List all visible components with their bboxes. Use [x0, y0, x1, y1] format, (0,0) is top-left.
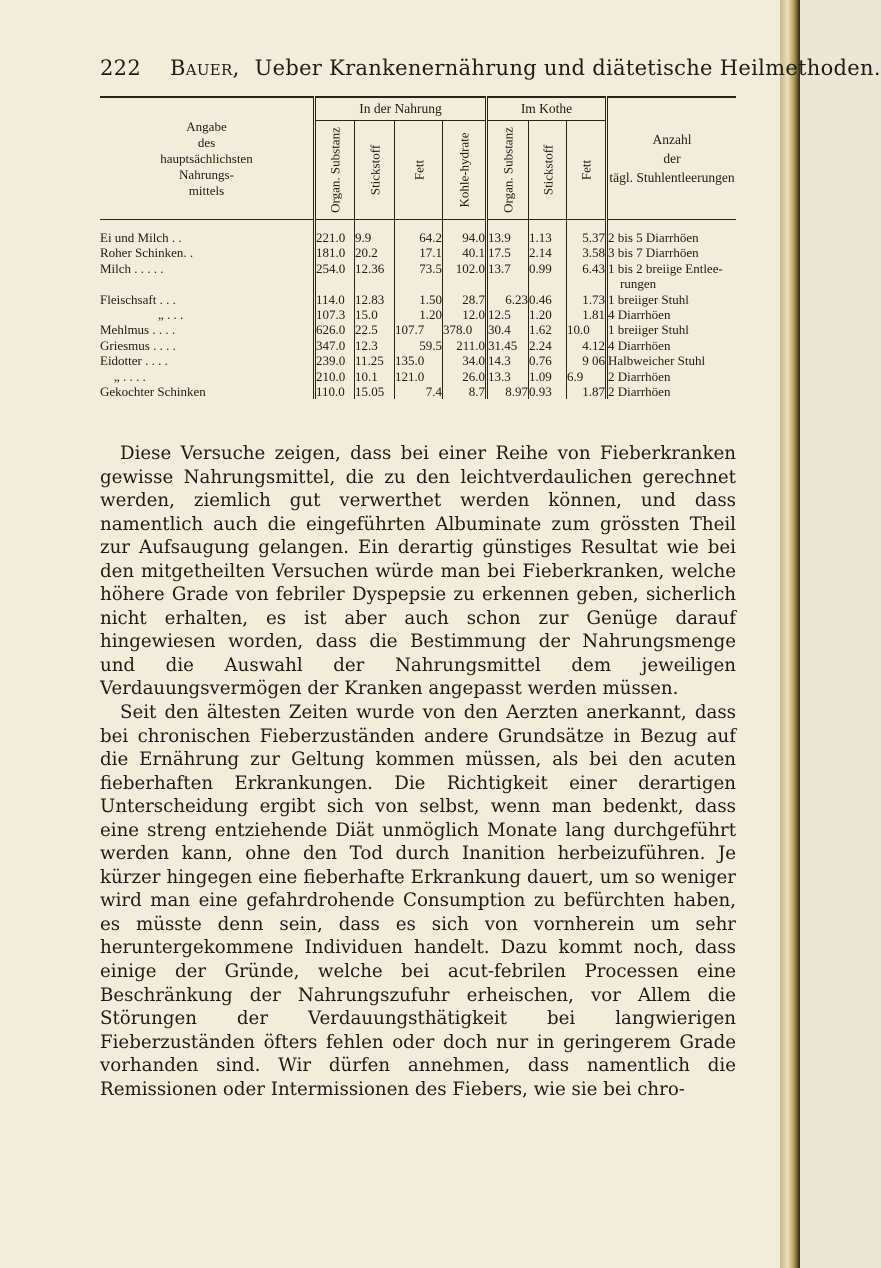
- page-edge: [780, 0, 800, 1268]
- subcol-organ-substanz: Organ. Substanz: [315, 121, 355, 220]
- subcol-fett: Fett: [395, 121, 443, 220]
- group-header-nahrung: In der Nahrung: [315, 97, 487, 121]
- subcol-kohlehydrate: Kohle-hydrate: [443, 121, 487, 220]
- subcol-kothe-fett: Fett: [567, 121, 607, 220]
- col-header-anzahl: Anzahl der tägl. Stuhlentleerungen: [607, 97, 737, 220]
- group-header-kothe: Im Kothe: [487, 97, 607, 121]
- col-header-angabe: Angabe des hauptsächlichsten Nahrungs- mittels: [160, 118, 253, 198]
- table-row: „ . . . 107.3 15.0 1.20 12.0 12.5 1.20 1.81 4 Diarrhöen: [100, 307, 736, 322]
- table-row: Gekochter Schinken 110.0 15.05 7.4 8.7 8.97 0.93 1.87 2 Diarrhöen: [100, 384, 736, 399]
- subcol-kothe-organ-substanz: Organ. Substanz: [487, 121, 529, 220]
- table-row: Griesmus . . . . 347.0 12.3 59.5 211.0 31.45 2.24 4.12 4 Diarrhöen: [100, 338, 736, 353]
- table-row: Milch . . . . . 254.0 12.36 73.5 102.0 13.7 0.99 6.43 1 bis 2 breiige Entlee- rungen: [100, 261, 736, 292]
- table-row: Fleischsaft . . . 114.0 12.83 1.50 28.7 6.23 0.46 1.73 1 breiiger Stuhl: [100, 292, 736, 307]
- running-head: [100, 56, 881, 84]
- page-number: 222: [100, 56, 141, 80]
- paragraph: Seit den ältesten Zeiten wurde von den Aerzten anerkannt, dass bei chronischen Fieberzuständen andere Grundsätze in Bezug auf die Ernährung zur Geltung kommen müssen, als bei den acuten fieberhaften Erkrankungen. Die Richtigkeit einer derartigen Unterscheidung ergibt sich von selbst, wenn man bedenkt, dass eine streng entziehende Diät unmöglich Monate lang durchgeführt werden kann, ohne den Tod durch Inanition herbeizuführen. Je kürzer hingegen eine fieberhafte Erkrankung dauert, um so weniger wird man eine gefahrdrohende Consumption zu befürchten haben, es müsste denn sein, dass es sich von vornherein um sehr heruntergekommene Individuen handelt. Dazu kommt noch, dass einige der Gründe, welche bei acut-febrilen Processen eine Beschränkung der Nahrungszufuhr erheischen, vor Allem die Störungen der Verdauungsthätigkeit bei langwierigen Fieberzuständen öfters fehlen oder doch nur in geringerem Grade vorhanden sind. Wir dürfen annehmen, dass namentlich die Remissionen oder Intermissionen des Fiebers, wie sie bei chro-: [100, 702, 736, 1100]
- table-row: „ . . . . 210.0 10.1 121.0 26.0 13.3 1.09 6.9 2 Diarrhöen: [100, 369, 736, 384]
- book-title: Ueber Krankenernährung und diätetische Heilmethoden.: [254, 56, 881, 80]
- paragraph: Diese Versuche zeigen, dass bei einer Reihe von Fieberkranken gewisse Nahrungsmittel, die zu den leichtverdaulichen gerechnet werden, ziemlich gut verwerthet werden können, und dass namentlich auch die eingeführten Albuminate zum grössten Theil zur Aufsaugung gelangen. Ein derartig günstiges Resultat wie bei den mitgetheilten Versuchen würde man bei Fieberkranken, welche höhere Grade von febriler Dyspepsie zu erkennen geben, sicherlich nicht erhalten, es ist aber auch schon zur Genüge darauf hingewiesen worden, dass die Bestimmung der Nahrungsmenge und die Auswahl der Nahrungsmittel dem jeweiligen Verdauungsvermögen der Kranken angepasst werden müssen.: [100, 443, 736, 700]
- subcol-kothe-stickstoff: Stickstoff: [529, 121, 567, 220]
- subcol-stickstoff: Stickstoff: [355, 121, 395, 220]
- author-name: Bauer,: [169, 56, 240, 80]
- table-row: Roher Schinken. . 181.0 20.2 17.1 40.1 17.5 2.14 3.58 3 bis 7 Diarrhöen: [100, 245, 736, 260]
- nutrition-table: [100, 96, 736, 399]
- body-text: [100, 442, 736, 1101]
- table-row: Eidotter . . . . 239.0 11.25 135.0 34.0 14.3 0.76 9 06 Halbweicher Stuhl: [100, 353, 736, 368]
- table-row: Mehlmus . . . . 626.0 22.5 107.7 378.0 30.4 1.62 10.0 1 breiiger Stuhl: [100, 322, 736, 337]
- table-row: Ei und Milch . . 221.0 9.9 64.2 94.0 13.9 1.13 5.37 2 bis 5 Diarrhöen: [100, 230, 736, 245]
